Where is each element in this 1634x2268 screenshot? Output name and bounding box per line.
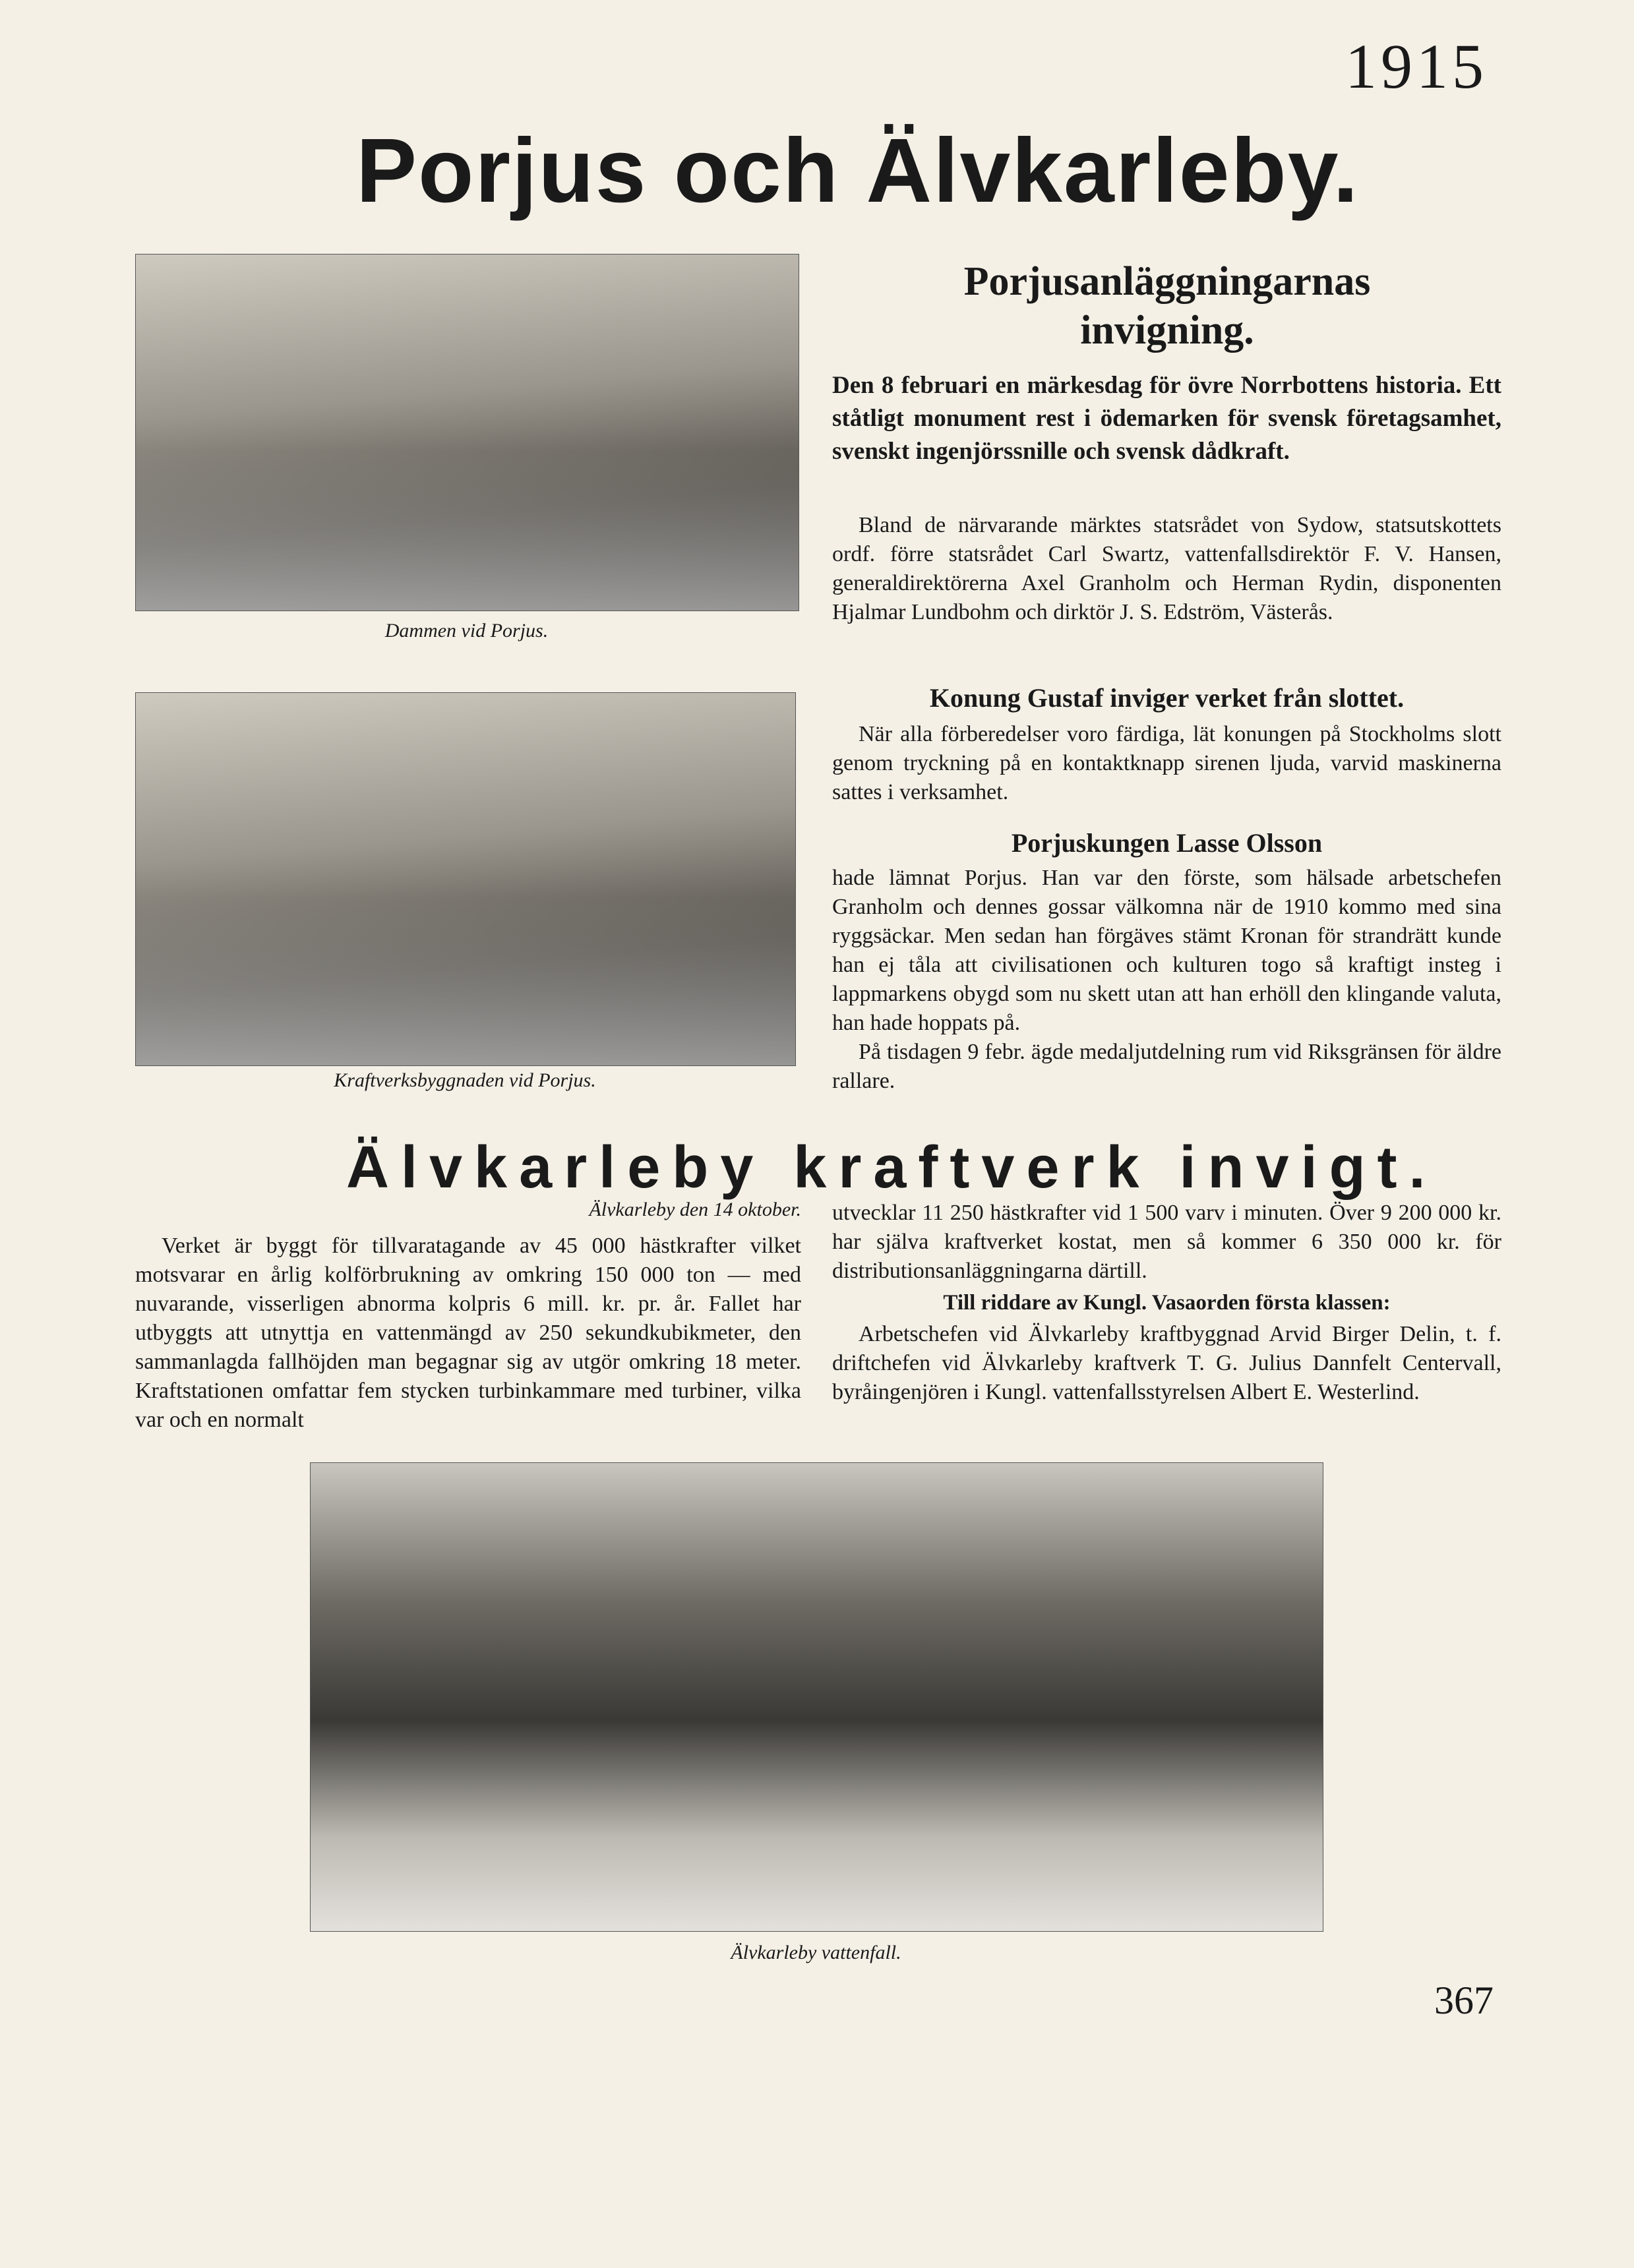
alvkarleby-heading: Älvkarleby kraftverk invigt. [346, 1135, 1437, 1201]
caption-kraftverk: Kraftverksbyggnaden vid Porjus. [334, 1069, 596, 1091]
lasse-text: hade lämnat Porjus. Han var den förste, som hälsade arbetschefen Granholm och dennes gossar välkomna när de 1910 kommo med sina ryggsäckar. Men sedan han förgäves stämt Kronan för strandrätt kunde han ej tåla att civilisationen och kulturen togo så kraftigt insteg i lappmarkens obygd som nu skett utan att han erhöll den klingande valuta, han hade hoppats på. På tisdagen 9 febr. ägde medaljutdelning rum vid Riksgränsen för äldre rallare. [832, 866, 1501, 1093]
porjus-attendees: Bland de närvarande märktes statsrådet von Sydow, statsutskottets ordf. förre statsrådet Carl Swartz, vattenfallsdirektör F. V. Hansen, generaldirektörerna Axel Granholm och Herman Rydin, disponenten Hjalmar Lundbohm och dirktör J. S. Edström, Västerås. [832, 513, 1501, 624]
caption-dammen: Dammen vid Porjus. [384, 620, 549, 642]
porjus-heading: Porjusanläggningarnas invigning. [963, 259, 1371, 353]
year: 1915 [1345, 31, 1488, 102]
page-title: Porjus och Älvkarleby. [356, 120, 1360, 222]
lasse-heading: Porjuskungen Lasse Olsson [1011, 828, 1323, 858]
vasa-text: Arbetschefen vid Älvkarleby kraftbyggnad Arvid Birger Delin, t. f. driftchefen vid Älvkarleby kraftverk T. G. Julius Dannfelt Centervall, byråingenjören i Kungl. vattenfallsstyrelsen Albert E. Westerlind. [832, 1322, 1501, 1404]
alvkarleby-dateline: Älvkarleby den 14 oktober. [589, 1199, 801, 1220]
caption-vattenfall: Älvkarleby vattenfall. [731, 1942, 901, 1963]
porjus-lead: Den 8 februari en märkesdag för övre Norrbottens historia. Ett ståtligt monument rest i ödemarken för svensk företagsamhet, svenskt ingenjörssnille och svensk dådkraft. [832, 372, 1501, 465]
konung-text: När alla förberedelser voro färdiga, lät konungen på Stockholms slott genom tryckning på en kontaktknapp sirenen ljuda, varvid maskinerna sattes i verksamhet. [832, 722, 1501, 804]
photo-dammen [135, 254, 799, 611]
page-number: 367 [1434, 1979, 1494, 2022]
vasa-heading: Till riddare av Kungl. Vasaorden första klassen: [943, 1291, 1391, 1315]
alvkarleby-left-text: Verket är byggt för tillvaratagande av 45 000 hästkrafter vilket motsvarar en årlig kolförbrukning av omkring 150 000 ton — med nuvarande, visserligen abnorma kolpris 6 mill. kr. pr. år. Fallet har utbyggts att utnyttja en vattenmängd av 250 sekundkubikmeter, den sammanlagda fallhöjden man begagnar sig av utgör omkring 18 meter. Kraftstationen omfattar fem stycken turbinkammare med turbiner, vilka var och en normalt [135, 1234, 801, 1432]
photo-vattenfall [310, 1462, 1323, 1932]
konung-heading: Konung Gustaf inviger verket från slottet. [929, 683, 1405, 713]
alvkarleby-right-text: utvecklar 11 250 hästkrafter vid 1 500 varv i minuten. Över 9 200 000 kr. har själva kraftverket kostat, men så kommer 6 350 000 kr. för distributionsanläggningarna därtill. [832, 1201, 1501, 1283]
photo-kraftverk [135, 692, 796, 1066]
